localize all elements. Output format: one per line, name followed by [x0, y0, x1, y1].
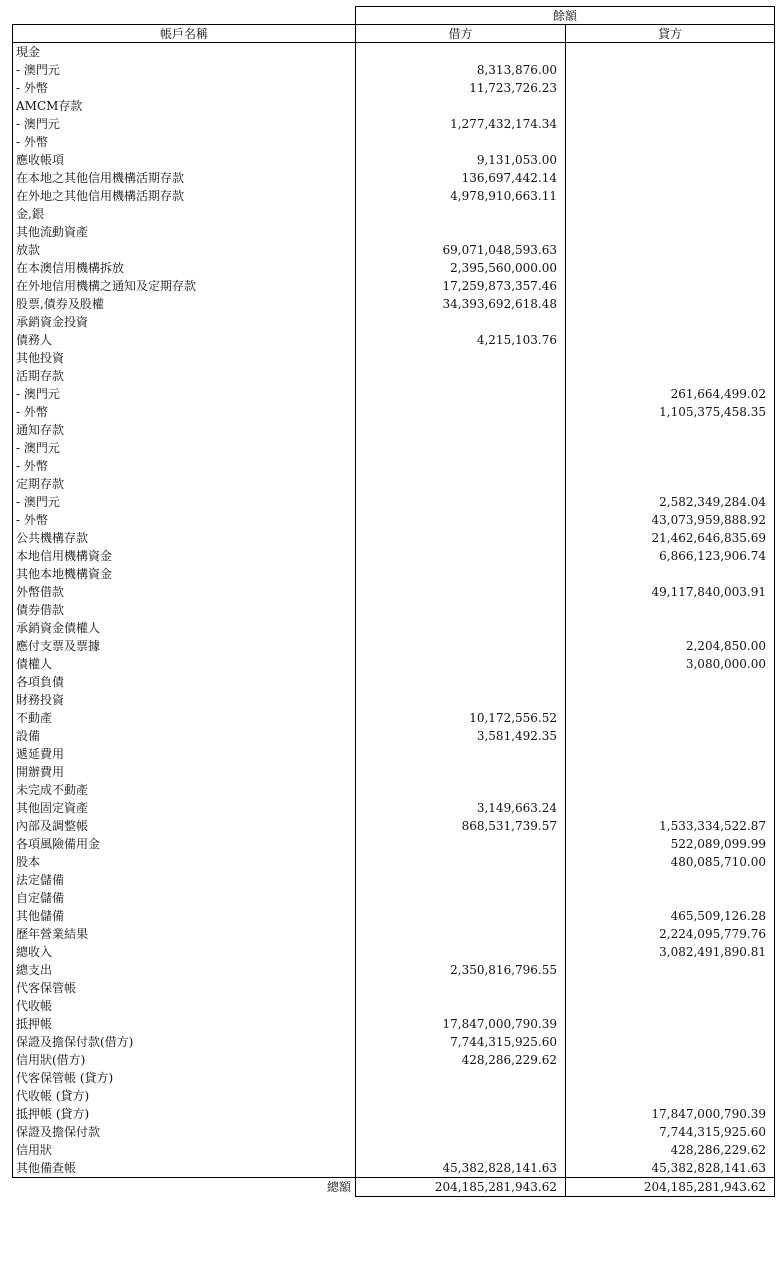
credit-cell	[566, 1087, 775, 1105]
table-row	[13, 799, 775, 817]
credit-cell	[566, 277, 775, 295]
credit-cell: 21,462,646,835.69	[566, 529, 775, 547]
credit-cell: 2,224,095,779.76	[566, 925, 775, 943]
debit-cell: 17,259,873,357.46	[356, 277, 566, 295]
debit-cell	[356, 871, 566, 889]
header-blank-cell	[13, 7, 356, 25]
table-row	[13, 781, 775, 799]
account-name-cell: 代收帳	[13, 997, 356, 1015]
account-name-cell: 遞延費用	[13, 745, 356, 763]
credit-cell	[566, 763, 775, 781]
account-name-cell: 在外地信用機構之通知及定期存款	[13, 277, 356, 295]
table-row	[13, 349, 775, 367]
account-name-cell: 債權人	[13, 655, 356, 673]
credit-cell	[566, 61, 775, 79]
debit-cell: 136,697,442.14	[356, 169, 566, 187]
debit-cell	[356, 439, 566, 457]
credit-cell	[566, 295, 775, 313]
debit-cell	[356, 1069, 566, 1087]
table-row	[13, 421, 775, 439]
credit-cell	[566, 331, 775, 349]
debit-cell: 4,978,910,663.11	[356, 187, 566, 205]
debit-cell	[356, 997, 566, 1015]
credit-cell	[566, 97, 775, 115]
table-row	[13, 439, 775, 457]
account-name-cell: 保證及擔保付款	[13, 1123, 356, 1141]
account-name-cell: 現金	[13, 43, 356, 62]
table-row	[13, 241, 775, 259]
credit-cell: 480,085,710.00	[566, 853, 775, 871]
table-row	[13, 475, 775, 493]
table-row	[13, 925, 775, 943]
account-name-cell: 設備	[13, 727, 356, 745]
table-row	[13, 655, 775, 673]
debit-cell: 2,395,560,000.00	[356, 259, 566, 277]
credit-cell	[566, 43, 775, 62]
table-row	[13, 673, 775, 691]
account-name-cell: 在本澳信用機構拆放	[13, 259, 356, 277]
account-name-cell: 股本	[13, 853, 356, 871]
account-name-cell: 財務投資	[13, 691, 356, 709]
table-row	[13, 763, 775, 781]
table-row	[13, 547, 775, 565]
account-name-cell: 內部及調整帳	[13, 817, 356, 835]
account-name-cell: 各項風險備用金	[13, 835, 356, 853]
table-row	[13, 385, 775, 403]
account-name-cell: 承銷資金投資	[13, 313, 356, 331]
table-row	[13, 277, 775, 295]
credit-cell	[566, 259, 775, 277]
account-name-cell: 未完成不動產	[13, 781, 356, 799]
account-name-cell: 抵押帳	[13, 1015, 356, 1033]
account-name-cell: - 澳門元	[13, 115, 356, 133]
debit-cell	[356, 673, 566, 691]
debit-cell	[356, 205, 566, 223]
debit-cell	[356, 925, 566, 943]
table-row	[13, 511, 775, 529]
debit-cell	[356, 43, 566, 62]
credit-cell: 428,286,229.62	[566, 1141, 775, 1159]
credit-cell: 2,204,850.00	[566, 637, 775, 655]
table-row	[13, 331, 775, 349]
account-name-cell: 定期存款	[13, 475, 356, 493]
account-name-cell: 本地信用機構資金	[13, 547, 356, 565]
credit-cell	[566, 673, 775, 691]
table-row	[13, 151, 775, 169]
account-name-cell: 歷年營業結果	[13, 925, 356, 943]
account-name-cell: 活期存款	[13, 367, 356, 385]
trial-balance-table	[12, 6, 775, 1197]
debit-cell	[356, 637, 566, 655]
account-name-cell: 放款	[13, 241, 356, 259]
table-row	[13, 565, 775, 583]
account-name-cell: 法定儲備	[13, 871, 356, 889]
debit-cell	[356, 349, 566, 367]
account-name-cell: 通知存款	[13, 421, 356, 439]
table-row	[13, 601, 775, 619]
account-name-cell: - 外幣	[13, 133, 356, 151]
account-name-cell: - 澳門元	[13, 385, 356, 403]
table-row	[13, 1159, 775, 1178]
credit-cell	[566, 1015, 775, 1033]
account-name-cell: 其他本地機構資金	[13, 565, 356, 583]
account-rows	[13, 43, 775, 1178]
table-row	[13, 1015, 775, 1033]
credit-cell	[566, 241, 775, 259]
debit-cell	[356, 1087, 566, 1105]
debit-cell	[356, 421, 566, 439]
debit-cell	[356, 619, 566, 637]
table-row	[13, 1051, 775, 1069]
debit-cell	[356, 835, 566, 853]
credit-cell	[566, 691, 775, 709]
credit-cell: 1,105,375,458.35	[566, 403, 775, 421]
credit-cell	[566, 205, 775, 223]
account-name-cell: 其他流動資產	[13, 223, 356, 241]
credit-cell: 261,664,499.02	[566, 385, 775, 403]
credit-cell: 49,117,840,003.91	[566, 583, 775, 601]
account-name-cell: 自定儲備	[13, 889, 356, 907]
debit-cell	[356, 511, 566, 529]
account-name-cell: 總收入	[13, 943, 356, 961]
table-row	[13, 691, 775, 709]
credit-cell	[566, 439, 775, 457]
table-row	[13, 619, 775, 637]
total-credit: 204,185,281,943.62	[566, 1178, 775, 1197]
credit-cell	[566, 475, 775, 493]
table-row	[13, 295, 775, 313]
credit-cell	[566, 619, 775, 637]
table-row	[13, 367, 775, 385]
credit-cell	[566, 151, 775, 169]
header-row-balance	[13, 7, 775, 25]
credit-cell	[566, 133, 775, 151]
table-row	[13, 1069, 775, 1087]
credit-cell: 3,080,000.00	[566, 655, 775, 673]
account-name-cell: 股票,債券及股權	[13, 295, 356, 313]
debit-cell: 428,286,229.62	[356, 1051, 566, 1069]
debit-cell: 2,350,816,796.55	[356, 961, 566, 979]
table-row	[13, 403, 775, 421]
account-name-cell: 公共機構存款	[13, 529, 356, 547]
table-row	[13, 817, 775, 835]
debit-cell: 17,847,000,790.39	[356, 1015, 566, 1033]
account-name-cell: 應付支票及票據	[13, 637, 356, 655]
table-row	[13, 997, 775, 1015]
table-row	[13, 1123, 775, 1141]
debit-cell	[356, 583, 566, 601]
account-name-cell: - 澳門元	[13, 439, 356, 457]
table-row	[13, 907, 775, 925]
total-debit: 204,185,281,943.62	[356, 1178, 566, 1197]
debit-cell	[356, 457, 566, 475]
header-row-columns	[13, 25, 775, 43]
debit-cell	[356, 313, 566, 331]
table-row	[13, 1105, 775, 1123]
credit-cell	[566, 871, 775, 889]
account-name-cell: 金,銀	[13, 205, 356, 223]
credit-cell	[566, 1033, 775, 1051]
table-row	[13, 223, 775, 241]
debit-cell: 8,313,876.00	[356, 61, 566, 79]
account-name-cell: 信用狀	[13, 1141, 356, 1159]
credit-cell	[566, 169, 775, 187]
table-row	[13, 205, 775, 223]
debit-cell	[356, 655, 566, 673]
debit-cell	[356, 763, 566, 781]
debit-cell	[356, 1123, 566, 1141]
table-row	[13, 637, 775, 655]
table-row	[13, 961, 775, 979]
debit-cell: 3,149,663.24	[356, 799, 566, 817]
account-name-cell: 其他投資	[13, 349, 356, 367]
credit-cell: 2,582,349,284.04	[566, 493, 775, 511]
table-row	[13, 745, 775, 763]
credit-cell: 45,382,828,141.63	[566, 1159, 775, 1178]
account-name-cell: 債券借款	[13, 601, 356, 619]
table-row	[13, 313, 775, 331]
table-row	[13, 79, 775, 97]
debit-cell	[356, 97, 566, 115]
debit-cell	[356, 565, 566, 583]
credit-cell	[566, 799, 775, 817]
account-name-cell: 其他儲備	[13, 907, 356, 925]
credit-cell	[566, 187, 775, 205]
debit-cell	[356, 1105, 566, 1123]
debit-cell	[356, 403, 566, 421]
credit-cell	[566, 115, 775, 133]
credit-cell	[566, 223, 775, 241]
balance-header: 餘額	[356, 7, 775, 25]
account-name-cell: - 澳門元	[13, 61, 356, 79]
trial-balance-sheet	[12, 6, 774, 1197]
account-name-cell: 其他固定資產	[13, 799, 356, 817]
table-row	[13, 457, 775, 475]
table-row	[13, 1141, 775, 1159]
debit-cell	[356, 907, 566, 925]
debit-header: 借方	[356, 25, 566, 43]
debit-cell	[356, 601, 566, 619]
credit-cell	[566, 421, 775, 439]
credit-cell: 43,073,959,888.92	[566, 511, 775, 529]
debit-cell	[356, 889, 566, 907]
account-name-cell: 代客保管帳	[13, 979, 356, 997]
credit-header: 貸方	[566, 25, 775, 43]
account-name-cell: 保證及擔保付款(借方)	[13, 1033, 356, 1051]
account-name-cell: 在外地之其他信用機構活期存款	[13, 187, 356, 205]
account-name-cell: - 外幣	[13, 457, 356, 475]
debit-cell	[356, 691, 566, 709]
table-row	[13, 1087, 775, 1105]
debit-cell: 34,393,692,618.48	[356, 295, 566, 313]
table-row	[13, 889, 775, 907]
total-row	[13, 1178, 775, 1197]
credit-cell	[566, 979, 775, 997]
debit-cell	[356, 529, 566, 547]
debit-cell	[356, 1141, 566, 1159]
credit-cell: 522,089,099.99	[566, 835, 775, 853]
account-name-cell: AMCM存款	[13, 97, 356, 115]
table-row	[13, 133, 775, 151]
account-name-cell: - 外幣	[13, 403, 356, 421]
credit-cell: 6,866,123,906.74	[566, 547, 775, 565]
debit-cell: 45,382,828,141.63	[356, 1159, 566, 1178]
credit-cell	[566, 1069, 775, 1087]
account-name-cell: 應收帳項	[13, 151, 356, 169]
account-name-cell: - 外幣	[13, 79, 356, 97]
credit-cell	[566, 889, 775, 907]
debit-cell: 7,744,315,925.60	[356, 1033, 566, 1051]
table-row	[13, 835, 775, 853]
account-name-header: 帳戶名稱	[13, 25, 356, 43]
account-name-cell: 開辦費用	[13, 763, 356, 781]
debit-cell: 11,723,726.23	[356, 79, 566, 97]
debit-cell	[356, 367, 566, 385]
credit-cell: 3,082,491,890.81	[566, 943, 775, 961]
debit-cell	[356, 853, 566, 871]
table-row	[13, 871, 775, 889]
account-name-cell: - 澳門元	[13, 493, 356, 511]
table-row	[13, 583, 775, 601]
table-row	[13, 529, 775, 547]
table-row	[13, 187, 775, 205]
table-row	[13, 493, 775, 511]
credit-cell	[566, 349, 775, 367]
debit-cell: 4,215,103.76	[356, 331, 566, 349]
table-row	[13, 259, 775, 277]
table-row	[13, 115, 775, 133]
table-row	[13, 727, 775, 745]
debit-cell: 3,581,492.35	[356, 727, 566, 745]
debit-cell: 1,277,432,174.34	[356, 115, 566, 133]
debit-cell	[356, 493, 566, 511]
account-name-cell: - 外幣	[13, 511, 356, 529]
table-row	[13, 61, 775, 79]
debit-cell: 10,172,556.52	[356, 709, 566, 727]
table-row	[13, 169, 775, 187]
table-row	[13, 709, 775, 727]
credit-cell	[566, 1051, 775, 1069]
credit-cell	[566, 313, 775, 331]
debit-cell: 868,531,739.57	[356, 817, 566, 835]
debit-cell	[356, 475, 566, 493]
account-name-cell: 信用狀(借方)	[13, 1051, 356, 1069]
account-name-cell: 抵押帳 (貸方)	[13, 1105, 356, 1123]
table-row	[13, 1033, 775, 1051]
account-name-cell: 總支出	[13, 961, 356, 979]
debit-cell	[356, 133, 566, 151]
credit-cell	[566, 961, 775, 979]
debit-cell	[356, 781, 566, 799]
account-name-cell: 其他備查帳	[13, 1159, 356, 1178]
table-row	[13, 943, 775, 961]
credit-cell	[566, 709, 775, 727]
credit-cell	[566, 997, 775, 1015]
credit-cell: 465,509,126.28	[566, 907, 775, 925]
debit-cell	[356, 745, 566, 763]
table-row	[13, 97, 775, 115]
credit-cell	[566, 367, 775, 385]
credit-cell	[566, 565, 775, 583]
debit-cell: 69,071,048,593.63	[356, 241, 566, 259]
table-row	[13, 43, 775, 62]
table-row	[13, 979, 775, 997]
debit-cell	[356, 943, 566, 961]
account-name-cell: 各項負債	[13, 673, 356, 691]
credit-cell	[566, 79, 775, 97]
credit-cell	[566, 601, 775, 619]
credit-cell	[566, 457, 775, 475]
account-name-cell: 代收帳 (貸方)	[13, 1087, 356, 1105]
account-name-cell: 債務人	[13, 331, 356, 349]
debit-cell	[356, 223, 566, 241]
table-row	[13, 853, 775, 871]
debit-cell	[356, 385, 566, 403]
credit-cell	[566, 745, 775, 763]
total-label: 總額	[13, 1178, 356, 1197]
account-name-cell: 在本地之其他信用機構活期存款	[13, 169, 356, 187]
credit-cell: 7,744,315,925.60	[566, 1123, 775, 1141]
debit-cell: 9,131,053.00	[356, 151, 566, 169]
credit-cell	[566, 781, 775, 799]
credit-cell: 1,533,334,522.87	[566, 817, 775, 835]
debit-cell	[356, 979, 566, 997]
account-name-cell: 承銷資金債權人	[13, 619, 356, 637]
account-name-cell: 外幣借款	[13, 583, 356, 601]
debit-cell	[356, 547, 566, 565]
account-name-cell: 不動產	[13, 709, 356, 727]
account-name-cell: 代客保管帳 (貸方)	[13, 1069, 356, 1087]
credit-cell: 17,847,000,790.39	[566, 1105, 775, 1123]
credit-cell	[566, 727, 775, 745]
